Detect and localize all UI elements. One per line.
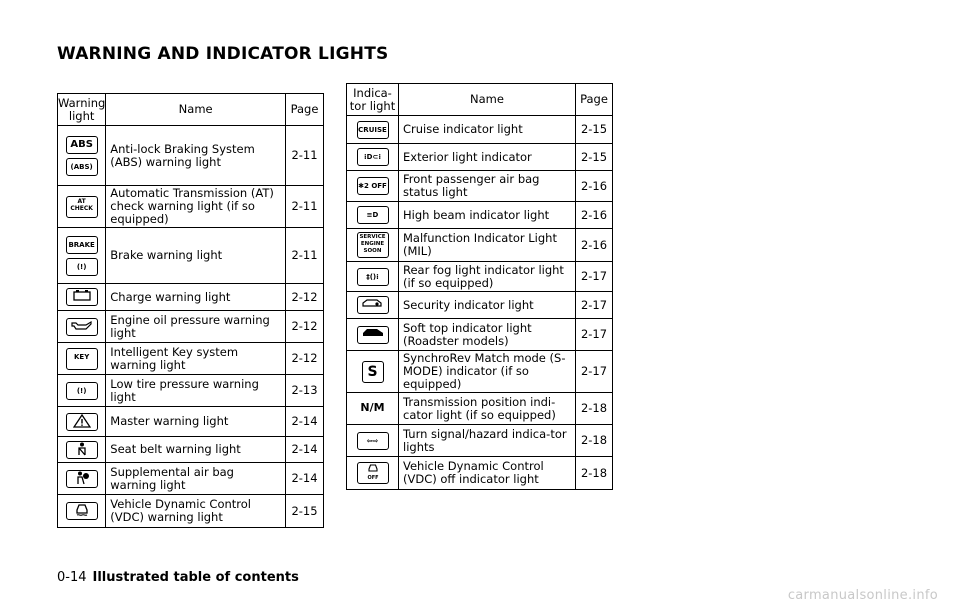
seat-belt-icon bbox=[66, 441, 98, 459]
airbag-icon bbox=[66, 470, 98, 488]
row-name: Vehicle Dynamic Control (VDC) off indicator light bbox=[399, 457, 576, 490]
passenger-airbag-off-icon: ✱2 OFF bbox=[357, 177, 389, 195]
key-icon: KEY bbox=[66, 348, 98, 370]
vdc-icon bbox=[66, 502, 98, 520]
row-page: 2-14 bbox=[286, 463, 324, 495]
row-name: Engine oil pressure warning light bbox=[106, 311, 286, 343]
row-page: 2-11 bbox=[286, 228, 324, 284]
row-page: 2-18 bbox=[576, 393, 613, 425]
brake-circle-icon: (!) bbox=[66, 258, 98, 276]
row-page: 2-17 bbox=[576, 262, 613, 292]
warning-lights-table bbox=[57, 93, 324, 528]
abs-circle-icon: (ABS) bbox=[66, 158, 98, 176]
header-warning-light: Warning light bbox=[58, 94, 106, 126]
exterior-light-icon: ⁝D⊂⁝ bbox=[357, 148, 389, 166]
row-page: 2-14 bbox=[286, 407, 324, 437]
section-label: Illustrated table of contents bbox=[92, 570, 299, 585]
row-name: SynchroRev Match mode (S-MODE) indicator (if so equipped) bbox=[399, 351, 576, 393]
at-check-icon: AT CHECK bbox=[66, 196, 98, 218]
row-name: Transmission position indi-cator light (if so equipped) bbox=[399, 393, 576, 425]
row-page: 2-16 bbox=[576, 202, 613, 229]
row-name: Low tire pressure warning light bbox=[106, 375, 286, 407]
svg-text:OFF: OFF bbox=[366, 475, 379, 481]
oil-can-icon bbox=[66, 318, 98, 336]
row-name: Intelligent Key system warning light bbox=[106, 343, 286, 375]
abs-icon: ABS bbox=[66, 136, 98, 154]
row-name: Soft top indicator light (Roadster models) bbox=[399, 319, 576, 351]
row-page: 2-13 bbox=[286, 375, 324, 407]
row-name: Charge warning light bbox=[106, 284, 286, 311]
high-beam-icon: ≡D bbox=[357, 206, 389, 224]
battery-icon bbox=[66, 288, 98, 306]
page-title: WARNING AND INDICATOR LIGHTS bbox=[57, 44, 389, 64]
row-page: 2-11 bbox=[286, 186, 324, 228]
row-name: Anti-lock Braking System (ABS) warning light bbox=[106, 126, 286, 186]
row-page: 2-16 bbox=[576, 229, 613, 262]
row-name: Front passenger air bag status light bbox=[399, 171, 576, 202]
brake-icon: BRAKE bbox=[66, 236, 98, 254]
row-name: High beam indicator light bbox=[399, 202, 576, 229]
header-name: Name bbox=[106, 94, 286, 126]
tire-pressure-icon: (!) bbox=[66, 382, 98, 400]
row-name: Brake warning light bbox=[106, 228, 286, 284]
row-page: 2-16 bbox=[576, 171, 613, 202]
abs-icon-cell bbox=[58, 126, 106, 186]
header-indicator-light: Indica-tor light bbox=[347, 84, 399, 116]
row-page: 2-15 bbox=[576, 144, 613, 171]
row-name: Cruise indicator light bbox=[399, 116, 576, 144]
row-page: 2-12 bbox=[286, 284, 324, 311]
row-page: 2-11 bbox=[286, 126, 324, 186]
row-page: 2-14 bbox=[286, 437, 324, 463]
header-page: Page bbox=[286, 94, 324, 126]
row-name: Seat belt warning light bbox=[106, 437, 286, 463]
header-page: Page bbox=[576, 84, 613, 116]
row-page: 2-12 bbox=[286, 311, 324, 343]
soft-top-icon bbox=[357, 326, 389, 344]
row-page: 2-12 bbox=[286, 343, 324, 375]
page-footer bbox=[57, 570, 299, 585]
row-name: Security indicator light bbox=[399, 292, 576, 319]
transmission-position-icon: N/M bbox=[360, 400, 385, 414]
watermark: carmanualsonline.info bbox=[787, 588, 938, 603]
row-page: 2-15 bbox=[286, 495, 324, 528]
vdc-off-icon bbox=[357, 462, 389, 484]
row-name: Vehicle Dynamic Control (VDC) warning light bbox=[106, 495, 286, 528]
row-name: Rear fog light indicator light (if so equipped) bbox=[399, 262, 576, 292]
row-name: Malfunction Indicator Light (MIL) bbox=[399, 229, 576, 262]
row-name: Turn signal/hazard indica-tor lights bbox=[399, 425, 576, 457]
row-name: Automatic Transmission (AT) check warning light (if so equipped) bbox=[106, 186, 286, 228]
service-engine-soon-icon: SERVICE ENGINE SOON bbox=[357, 232, 389, 258]
warning-triangle-icon bbox=[66, 413, 98, 431]
row-page: 2-17 bbox=[576, 351, 613, 393]
indicator-lights-table bbox=[346, 83, 613, 490]
security-car-icon bbox=[357, 296, 389, 314]
cruise-icon: CRUISE bbox=[357, 121, 389, 139]
turn-signal-icon: ⇦⇨ bbox=[357, 432, 389, 450]
row-name: Supplemental air bag warning light bbox=[106, 463, 286, 495]
row-page: 2-18 bbox=[576, 457, 613, 490]
row-page: 2-17 bbox=[576, 292, 613, 319]
rear-fog-icon: ‡()⁝ bbox=[357, 268, 389, 286]
row-page: 2-17 bbox=[576, 319, 613, 351]
row-page: 2-18 bbox=[576, 425, 613, 457]
row-name: Exterior light indicator bbox=[399, 144, 576, 171]
s-mode-icon: S bbox=[362, 361, 384, 383]
row-name: Master warning light bbox=[106, 407, 286, 437]
header-name: Name bbox=[399, 84, 576, 116]
page-number: 0-14 bbox=[57, 570, 87, 585]
row-page: 2-15 bbox=[576, 116, 613, 144]
